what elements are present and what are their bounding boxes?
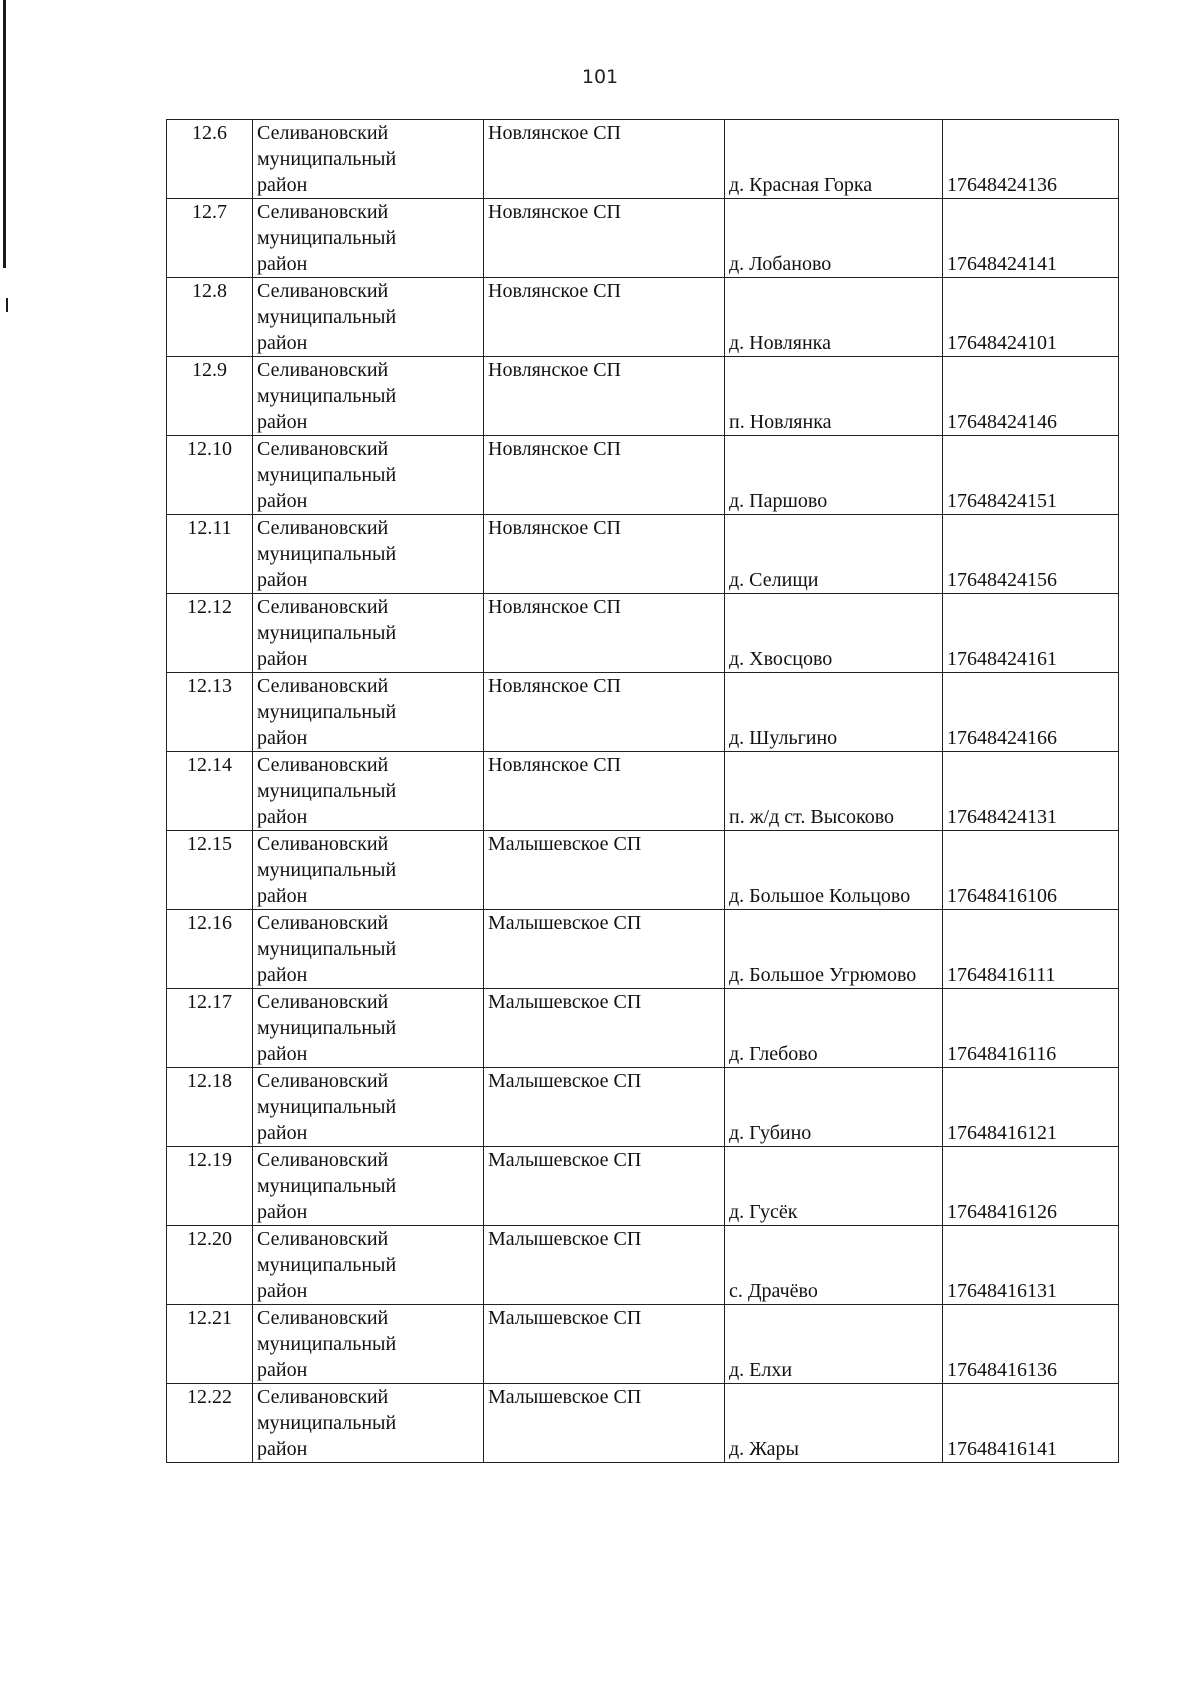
locality-cell: д. Большое Угрюмово [725, 910, 943, 989]
table-row [167, 1305, 1119, 1384]
district-line: муниципальный [257, 780, 397, 802]
locality-cell: д. Шульгино [725, 673, 943, 752]
scan-artifact-tick [6, 298, 8, 312]
district-cell [253, 357, 484, 436]
district-cell [253, 436, 484, 515]
district-line: Селивановский [257, 754, 389, 776]
oktmo-code-cell: 17648424131 [943, 752, 1119, 831]
table-row [167, 989, 1119, 1068]
row-number: 12.12 [167, 594, 253, 673]
district-line: Селивановский [257, 1386, 389, 1408]
district-line: муниципальный [257, 1017, 397, 1039]
locality-cell: д. Красная Горка [725, 120, 943, 199]
district-line: муниципальный [257, 1096, 397, 1118]
district-line: район [257, 1043, 308, 1065]
district-cell [253, 594, 484, 673]
oktmo-code-cell: 17648416126 [943, 1147, 1119, 1226]
row-number: 12.7 [167, 199, 253, 278]
district-line: муниципальный [257, 859, 397, 881]
district-line: район [257, 569, 308, 591]
settlement-cell: Малышевское СП [484, 1305, 725, 1384]
settlements-table-body [167, 120, 1119, 1463]
table-row [167, 910, 1119, 989]
oktmo-code-cell: 17648416116 [943, 989, 1119, 1068]
district-line: Селивановский [257, 1228, 389, 1250]
settlement-cell: Малышевское СП [484, 831, 725, 910]
locality-cell: д. Гусёк [725, 1147, 943, 1226]
district-line: муниципальный [257, 227, 397, 249]
row-number: 12.16 [167, 910, 253, 989]
district-cell [253, 989, 484, 1068]
settlement-cell: Малышевское СП [484, 1068, 725, 1147]
district-line: муниципальный [257, 1254, 397, 1276]
district-line: муниципальный [257, 938, 397, 960]
row-number: 12.13 [167, 673, 253, 752]
settlement-cell: Малышевское СП [484, 989, 725, 1068]
oktmo-code-cell: 17648424161 [943, 594, 1119, 673]
oktmo-code-cell: 17648416106 [943, 831, 1119, 910]
district-line: Селивановский [257, 1307, 389, 1329]
district-line: Селивановский [257, 517, 389, 539]
row-number: 12.9 [167, 357, 253, 436]
row-number: 12.22 [167, 1384, 253, 1463]
district-line: район [257, 806, 308, 828]
district-line: район [257, 411, 308, 433]
district-line: муниципальный [257, 1412, 397, 1434]
settlement-cell: Малышевское СП [484, 1147, 725, 1226]
locality-cell: д. Хвосцово [725, 594, 943, 673]
row-number: 12.8 [167, 278, 253, 357]
settlement-cell: Малышевское СП [484, 910, 725, 989]
settlement-cell: Новлянское СП [484, 278, 725, 357]
oktmo-code-cell: 17648416131 [943, 1226, 1119, 1305]
district-line: район [257, 1122, 308, 1144]
district-line: район [257, 727, 308, 749]
district-cell [253, 278, 484, 357]
district-cell [253, 752, 484, 831]
settlement-cell: Новлянское СП [484, 673, 725, 752]
oktmo-code-cell: 17648424141 [943, 199, 1119, 278]
locality-cell: д. Лобаново [725, 199, 943, 278]
locality-cell: д. Большое Кольцово [725, 831, 943, 910]
locality-cell: д. Жары [725, 1384, 943, 1463]
oktmo-code-cell: 17648416136 [943, 1305, 1119, 1384]
settlement-cell: Новлянское СП [484, 436, 725, 515]
locality-cell: п. ж/д ст. Высоково [725, 752, 943, 831]
table-row [167, 1068, 1119, 1147]
table-row [167, 831, 1119, 910]
district-line: муниципальный [257, 1333, 397, 1355]
row-number: 12.20 [167, 1226, 253, 1305]
oktmo-code-cell: 17648424151 [943, 436, 1119, 515]
district-line: Селивановский [257, 1149, 389, 1171]
page-number: 101 [581, 66, 619, 88]
district-line: район [257, 253, 308, 275]
district-line: Селивановский [257, 201, 389, 223]
row-number: 12.19 [167, 1147, 253, 1226]
district-line: район [257, 1201, 308, 1223]
locality-cell: д. Губино [725, 1068, 943, 1147]
table-row [167, 752, 1119, 831]
table-row [167, 673, 1119, 752]
oktmo-code-cell: 17648424146 [943, 357, 1119, 436]
district-cell [253, 199, 484, 278]
district-line: муниципальный [257, 1175, 397, 1197]
locality-cell: д. Глебово [725, 989, 943, 1068]
district-line: район [257, 648, 308, 670]
district-line: Селивановский [257, 675, 389, 697]
table-row [167, 515, 1119, 594]
district-line: район [257, 1359, 308, 1381]
settlement-cell: Новлянское СП [484, 515, 725, 594]
table-row [167, 199, 1119, 278]
district-cell [253, 1384, 484, 1463]
row-number: 12.21 [167, 1305, 253, 1384]
district-line: район [257, 885, 308, 907]
settlements-table [166, 119, 1119, 1463]
table-row [167, 1384, 1119, 1463]
district-cell [253, 1305, 484, 1384]
row-number: 12.11 [167, 515, 253, 594]
row-number: 12.6 [167, 120, 253, 199]
scan-artifact-line [3, 0, 6, 268]
table-row [167, 1147, 1119, 1226]
oktmo-code-cell: 17648416141 [943, 1384, 1119, 1463]
settlement-cell: Новлянское СП [484, 120, 725, 199]
locality-cell: д. Елхи [725, 1305, 943, 1384]
settlement-cell: Новлянское СП [484, 199, 725, 278]
locality-cell: д. Новлянка [725, 278, 943, 357]
district-line: Селивановский [257, 596, 389, 618]
table-row [167, 278, 1119, 357]
district-line: район [257, 174, 308, 196]
district-line: Селивановский [257, 122, 389, 144]
settlement-cell: Новлянское СП [484, 594, 725, 673]
row-number: 12.15 [167, 831, 253, 910]
oktmo-code-cell: 17648416111 [943, 910, 1119, 989]
district-line: район [257, 1438, 308, 1460]
row-number: 12.14 [167, 752, 253, 831]
district-line: муниципальный [257, 306, 397, 328]
district-line: район [257, 1280, 308, 1302]
district-cell [253, 831, 484, 910]
row-number: 12.18 [167, 1068, 253, 1147]
district-line: муниципальный [257, 701, 397, 723]
district-line: муниципальный [257, 543, 397, 565]
district-cell [253, 673, 484, 752]
district-line: муниципальный [257, 148, 397, 170]
district-cell [253, 515, 484, 594]
district-cell [253, 1068, 484, 1147]
oktmo-code-cell: 17648424156 [943, 515, 1119, 594]
settlement-cell: Малышевское СП [484, 1384, 725, 1463]
district-line: муниципальный [257, 464, 397, 486]
district-cell [253, 1147, 484, 1226]
table-row [167, 1226, 1119, 1305]
oktmo-code-cell: 17648416121 [943, 1068, 1119, 1147]
district-line: Селивановский [257, 280, 389, 302]
district-cell [253, 1226, 484, 1305]
oktmo-code-cell: 17648424166 [943, 673, 1119, 752]
district-line: район [257, 490, 308, 512]
oktmo-code-cell: 17648424136 [943, 120, 1119, 199]
table-row [167, 120, 1119, 199]
district-line: район [257, 332, 308, 354]
district-cell [253, 120, 484, 199]
locality-cell: д. Паршово [725, 436, 943, 515]
row-number: 12.17 [167, 989, 253, 1068]
district-line: Селивановский [257, 1070, 389, 1092]
locality-cell: с. Драчёво [725, 1226, 943, 1305]
district-line: Селивановский [257, 912, 389, 934]
row-number: 12.10 [167, 436, 253, 515]
settlement-cell: Малышевское СП [484, 1226, 725, 1305]
settlement-cell: Новлянское СП [484, 357, 725, 436]
locality-cell: п. Новлянка [725, 357, 943, 436]
locality-cell: д. Селищи [725, 515, 943, 594]
district-line: Селивановский [257, 438, 389, 460]
district-line: Селивановский [257, 833, 389, 855]
district-line: муниципальный [257, 622, 397, 644]
district-line: Селивановский [257, 359, 389, 381]
district-line: Селивановский [257, 991, 389, 1013]
oktmo-code-cell: 17648424101 [943, 278, 1119, 357]
table-row [167, 436, 1119, 515]
table-row [167, 357, 1119, 436]
settlement-cell: Новлянское СП [484, 752, 725, 831]
district-line: район [257, 964, 308, 986]
table-row [167, 594, 1119, 673]
district-line: муниципальный [257, 385, 397, 407]
district-cell [253, 910, 484, 989]
